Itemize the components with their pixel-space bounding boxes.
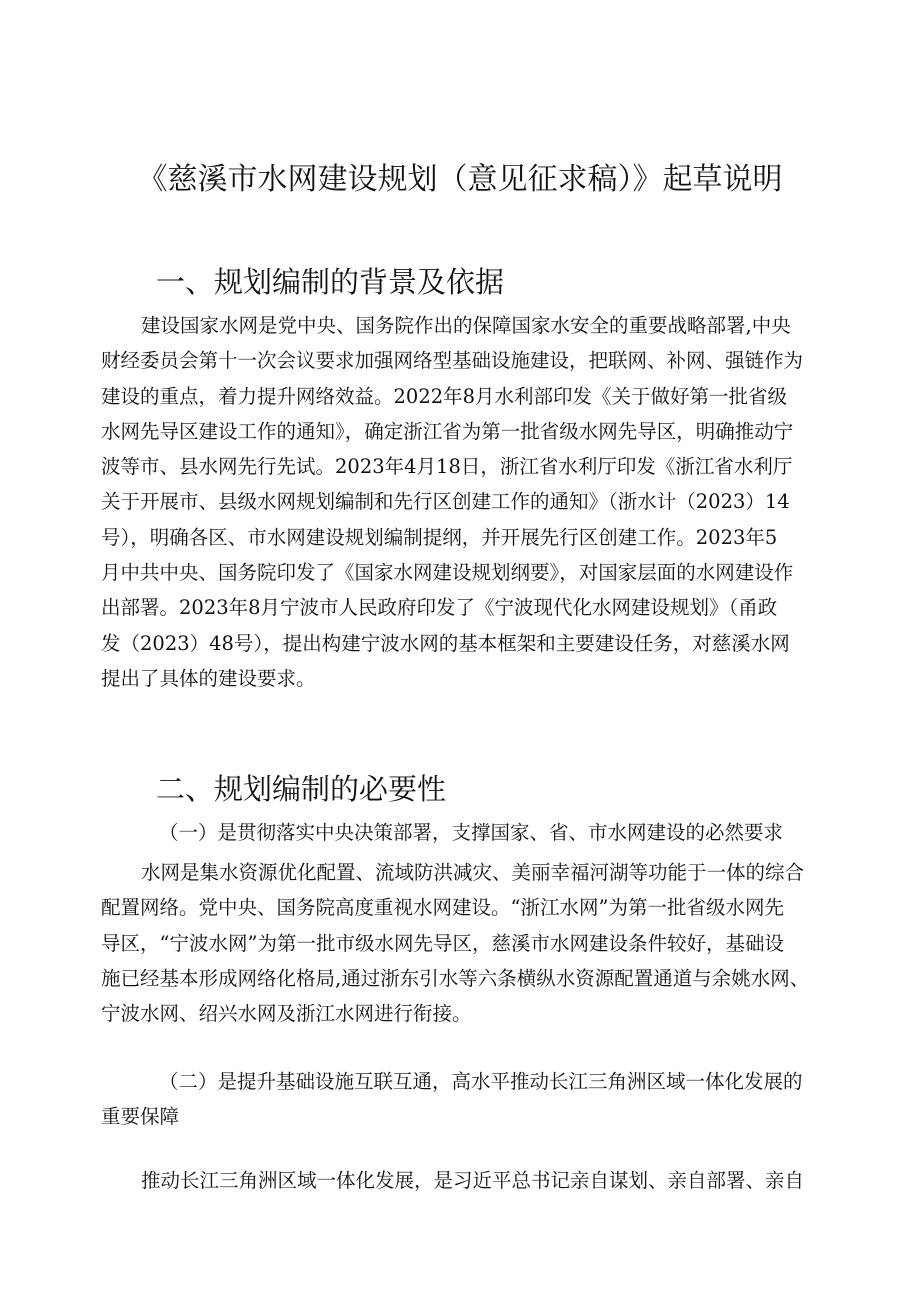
subsection-heading-1: [101, 815, 823, 850]
paragraph-line: 建设国家水网是党中央、国务院作出的保障国家水安全的重要战略部署,中央: [141, 314, 791, 337]
subsection-paragraph-2: [101, 1163, 823, 1198]
paragraph-line: 发（2023）48号），提出构建宁波水网的基本框架和主要建设任务，对慈溪水网: [101, 631, 790, 655]
subheading-line: （一）是贯彻落实中央决策部署，支撑国家、省、市水网建设的必然要求: [159, 821, 784, 844]
subheading-line: （二）是提升基础设施互联互通，高水平推动长江三角洲区域一体化发展的: [159, 1070, 803, 1093]
paragraph-line: 导区，“宁波水网”为第一批市级水网先导区，慈溪市水网建设条件较好，基础设: [101, 931, 784, 955]
document-title: 《慈溪市水网建设规划（意见征求稿）》起草说明: [137, 162, 783, 197]
paragraph-line: 月中共中央、国务院印发了《国家水网建设规划纲要》，对国家层面的水网建设作: [101, 561, 794, 585]
paragraph-line: 水网先导区建设工作的通知》，确定浙江省为第一批省级水网先导区，明确推动宁: [101, 419, 794, 443]
paragraph-line: 波等市、县水网先行先试。2023年4月18日，浙江省水利厅印发《浙江省水利厅: [101, 455, 793, 479]
paragraph-line: 关于开展市、县级水网规划编制和先行区创建工作的通知》（浙水计（2023）14: [101, 490, 790, 514]
paragraph-line: 宁波水网、绍兴水网及浙江水网进行衔接。: [101, 1002, 472, 1026]
paragraph-line: 水网是集水资源优化配置、流域防洪减灾、美丽幸福河湖等功能于一体的综合: [141, 861, 805, 884]
paragraph-line: 财经委员会第十一次会议要求加强网络型基础设施建设，把联网、补网、强链作为: [101, 349, 804, 373]
paragraph-line: 建设的重点，着力提升网络效益。2022年8月水利部印发《关于做好第一批省级: [101, 384, 788, 408]
subheading-line: 重要保障: [101, 1105, 180, 1129]
subsection-heading-2: [101, 1064, 823, 1135]
section-heading-background: 一、规划编制的背景及依据: [156, 265, 505, 299]
paragraph-line: 施已经基本形成网络化格局,通过浙东引水等六条横纵水资源配置通道与余姚水网、: [101, 966, 810, 990]
paragraph-line: 配置网络。党中央、国务院高度重视水网建设。“浙江水网”为第一批省级水网先: [101, 896, 784, 920]
section-paragraph-background: [101, 308, 823, 696]
paragraph-line: 提出了具体的建设要求。: [101, 666, 316, 690]
paragraph-line: 号），明确各区、市水网建设规划编制提纲，并开展先行区创建工作。2023年5: [101, 525, 778, 549]
paragraph-line: 推动长江三角洲区域一体化发展，是习近平总书记亲自谋划、亲自部署、亲自: [141, 1169, 805, 1192]
section-heading-necessity: 二、规划编制的必要性: [156, 772, 447, 806]
subsection-paragraph-1: [101, 855, 823, 1031]
paragraph-line: 出部署。2023年8月宁波市人民政府印发了《宁波现代化水网建设规划》（甬政: [101, 596, 778, 620]
